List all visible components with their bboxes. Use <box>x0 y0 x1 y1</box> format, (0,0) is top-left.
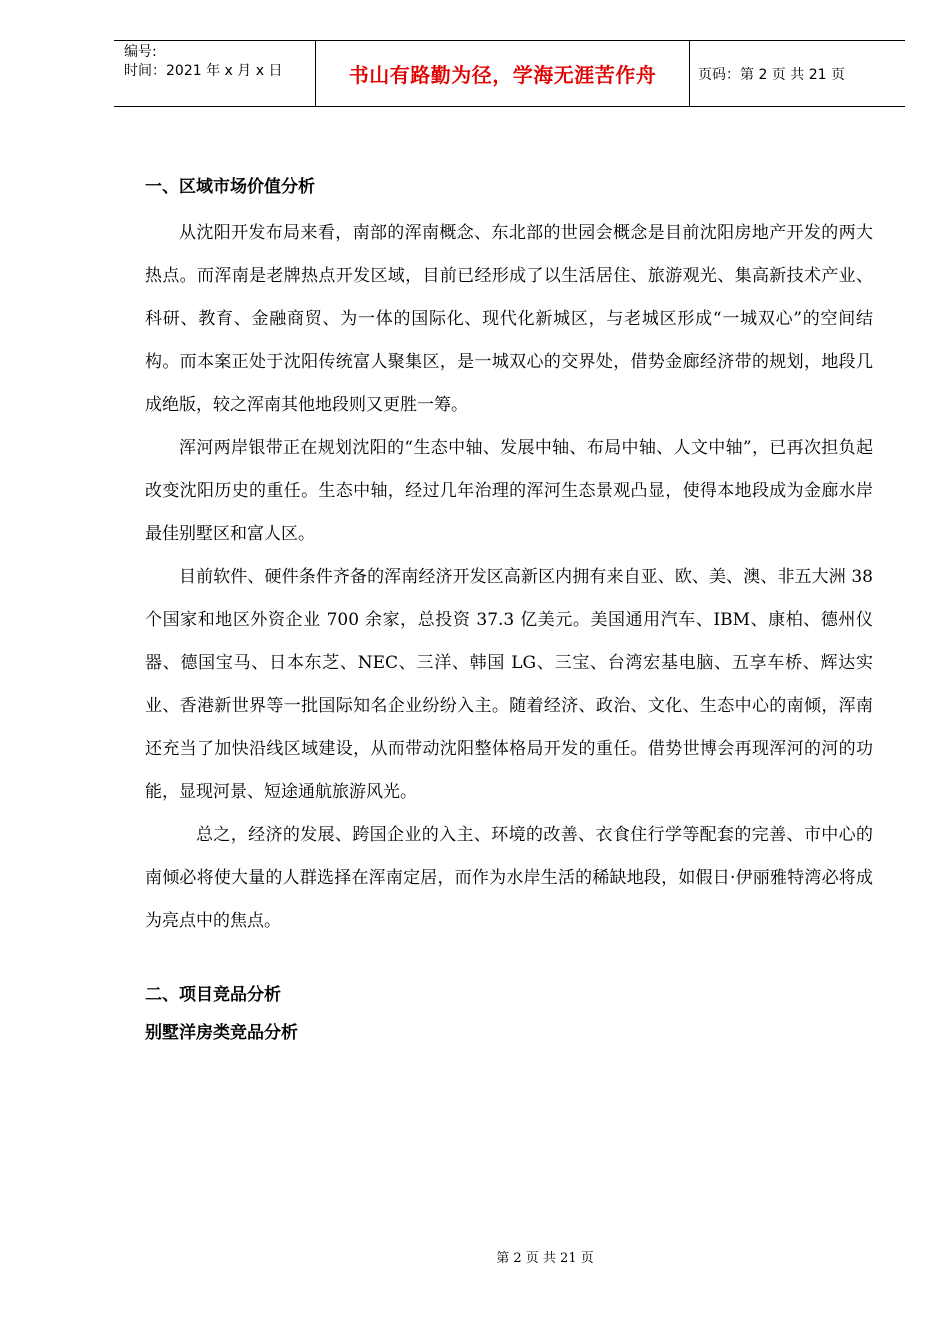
page-header <box>114 40 905 107</box>
section-1-title: 一、区域市场价值分析 <box>145 177 315 197</box>
header-meta-cell <box>114 41 316 106</box>
header-motto: 书山有路勤为径，学海无涯苦作舟 <box>316 41 690 106</box>
document-date: 时间：2021 年 x 月 x 日 <box>124 63 283 79</box>
page-footer: 第 2 页 共 21 页 <box>496 1251 594 1266</box>
section-1-paragraph-1: 从沈阳开发布局来看，南部的浑南概念、东北部的世园会概念是目前沈阳房地产开发的两大热点。而浑南是老牌热点开发区域，目前已经形成了以生活居住、旅游观光、集高新技术产业、科研、教育、金融商贸、为一体的国际化、现代化新城区，与老城区形成“一城双心”的空间结构。而本案正处于沈阳传统富人聚集区，是一城双心的交界处，借势金廊经济带的规划，地段几成绝版，较之浑南其他地段则又更胜一筹。 <box>145 223 873 415</box>
header-page-info: 页码：第 2 页 共 21 页 <box>698 66 845 83</box>
document-body <box>145 170 873 1050</box>
section-2-title: 二、项目竞品分析 <box>145 985 281 1005</box>
document-code-label: 编号: <box>124 44 157 60</box>
section-2-subtitle: 别墅洋房类竞品分析 <box>145 1023 298 1043</box>
section-1-paragraph-2: 浑河两岸银带正在规划沈阳的“生态中轴、发展中轴、布局中轴、人文中轴”，已再次担负起改变沈阳历史的重任。生态中轴，经过几年治理的浑河生态景观凸显，使得本地段成为金廊水岸最佳别墅区和富人区。 <box>145 438 873 544</box>
section-1-paragraph-3: 目前软件、硬件条件齐备的浑南经济开发区高新区内拥有来自亚、欧、美、澳、非五大洲 38 个国家和地区外资企业 700 余家，总投资 37.3 亿美元。美国通用汽车、IBM、康柏、德州仪器、德国宝马、日本东芝、NEC、三洋、韩国 LG、三宝、台湾宏基电脑、五享车桥、辉达实业、香港新世界等一批国际知名企业纷纷入主。随着经济、政治、文化、生态中心的南倾，浑南还充当了加快沿线区域建设，从而带动沈阳整体格局开发的重任。借势世博会再现浑河的河的功能，显现河景、短途通航旅游风光。 <box>145 567 873 802</box>
section-1-paragraph-4: 总之，经济的发展、跨国企业的入主、环境的改善、衣食住行学等配套的完善、市中心的南倾必将使大量的人群选择在浑南定居，而作为水岸生活的稀缺地段，如假日·伊丽雅特湾必将成为亮点中的焦点。 <box>145 825 873 931</box>
